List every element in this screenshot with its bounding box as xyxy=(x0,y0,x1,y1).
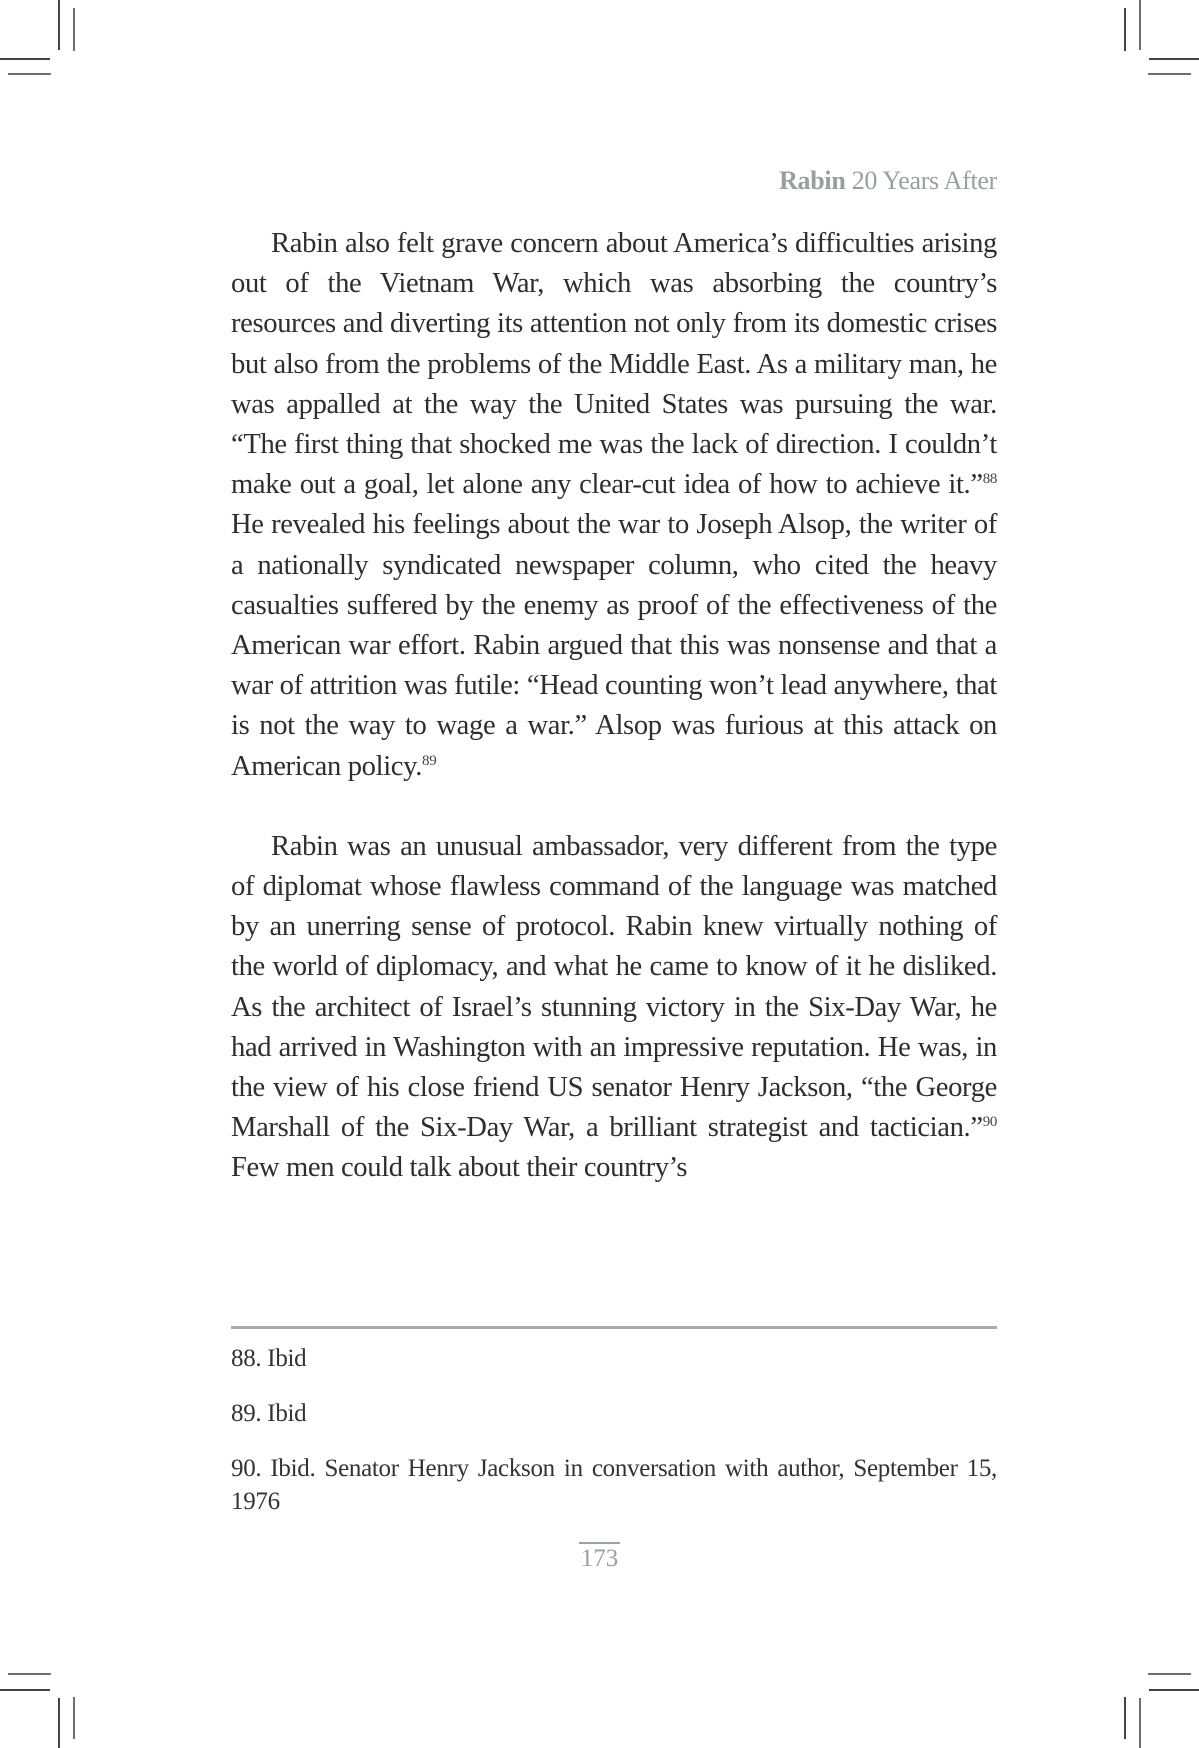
paragraph-text: Few men could talk about their country’s xyxy=(231,1152,688,1184)
running-header-bold: Rabin xyxy=(779,166,846,195)
paragraph-text: Rabin was an unusual ambassador, very different from the type of diplomat whose flawless command of the language was matched by an unerring sense of protocol. Rabin knew virtually nothing of the world of diplomacy, and what he came to know of it he disliked. As the architect of Israel’s stunning victory in the Six-Day War, he had arrived in Washington with an impressive reputation. He was, in the view of his close friend US senator Henry Jackson, “the George Marshall of the Six-Day War, a brilliant strategist and tactician.” xyxy=(231,830,997,1144)
crop-mark-bottom-right-vertical-outer xyxy=(1139,1698,1141,1748)
footnote-ref-88: 88 xyxy=(982,471,997,488)
page-number: 173 xyxy=(579,1542,621,1574)
crop-mark-top-left-vertical-outer xyxy=(58,0,60,50)
running-header-rest: 20 Years After xyxy=(845,166,997,195)
page-footer xyxy=(0,1542,1199,1574)
crop-mark-top-left-horizontal-inner xyxy=(8,73,51,75)
footnotes xyxy=(231,1342,997,1540)
body-text xyxy=(231,224,997,1189)
paragraph-text: He revealed his feelings about the war to Joseph Alsop, the writer of a nationally syndicated newspaper column, who cited the heavy casualties suffered by the enemy as proof of the effectiveness of the American war effort. Rabin argued that this was nonsense and that a war of attrition was futile: “Head counting won’t lead anywhere, that is not the way to wage a war.” Alsop was furious at this attack on American policy. xyxy=(231,509,997,782)
paragraph-1 xyxy=(231,224,997,787)
crop-mark-top-left-vertical-inner xyxy=(73,8,75,51)
paragraph-2 xyxy=(231,827,997,1189)
footnote-divider xyxy=(231,1326,997,1329)
crop-mark-bottom-right-horizontal-outer xyxy=(1149,1689,1199,1691)
crop-mark-top-right-vertical-outer xyxy=(1139,0,1141,50)
footnote-88: 88. Ibid xyxy=(231,1345,307,1372)
footnote-ref-90: 90 xyxy=(982,1114,997,1131)
crop-mark-bottom-left-vertical-outer xyxy=(58,1698,60,1748)
crop-mark-top-left-horizontal-outer xyxy=(0,58,50,60)
running-header xyxy=(779,166,997,196)
crop-mark-top-right-horizontal-outer xyxy=(1149,58,1199,60)
footnote-ref-89: 89 xyxy=(422,752,437,769)
footnote-89: 89. Ibid xyxy=(231,1400,307,1427)
paragraph-text: Rabin also felt grave concern about America’s difficulties arising out of the Vietnam War, which was absorbing the country’s resources and diverting its attention not only from its domestic crises but also from the problems of the Middle East. As a military man, he was appalled at the way the United States was pursuing the war. “The first thing that shocked me was the lack of direction. I couldn’t make out a goal, let alone any clear-cut idea of how to achieve it.” xyxy=(231,228,997,501)
crop-mark-bottom-left-horizontal-outer xyxy=(0,1689,50,1691)
crop-mark-bottom-right-horizontal-inner xyxy=(1148,1673,1191,1675)
footnote-90: 90. Ibid. Senator Henry Jackson in conversation with author, September 15, 1976 xyxy=(231,1455,997,1515)
crop-mark-bottom-left-horizontal-inner xyxy=(8,1673,51,1675)
crop-mark-bottom-left-vertical-inner xyxy=(73,1697,75,1739)
crop-mark-top-right-horizontal-inner xyxy=(1148,73,1191,75)
crop-mark-top-right-vertical-inner xyxy=(1124,8,1126,51)
crop-mark-bottom-right-vertical-inner xyxy=(1124,1697,1126,1739)
